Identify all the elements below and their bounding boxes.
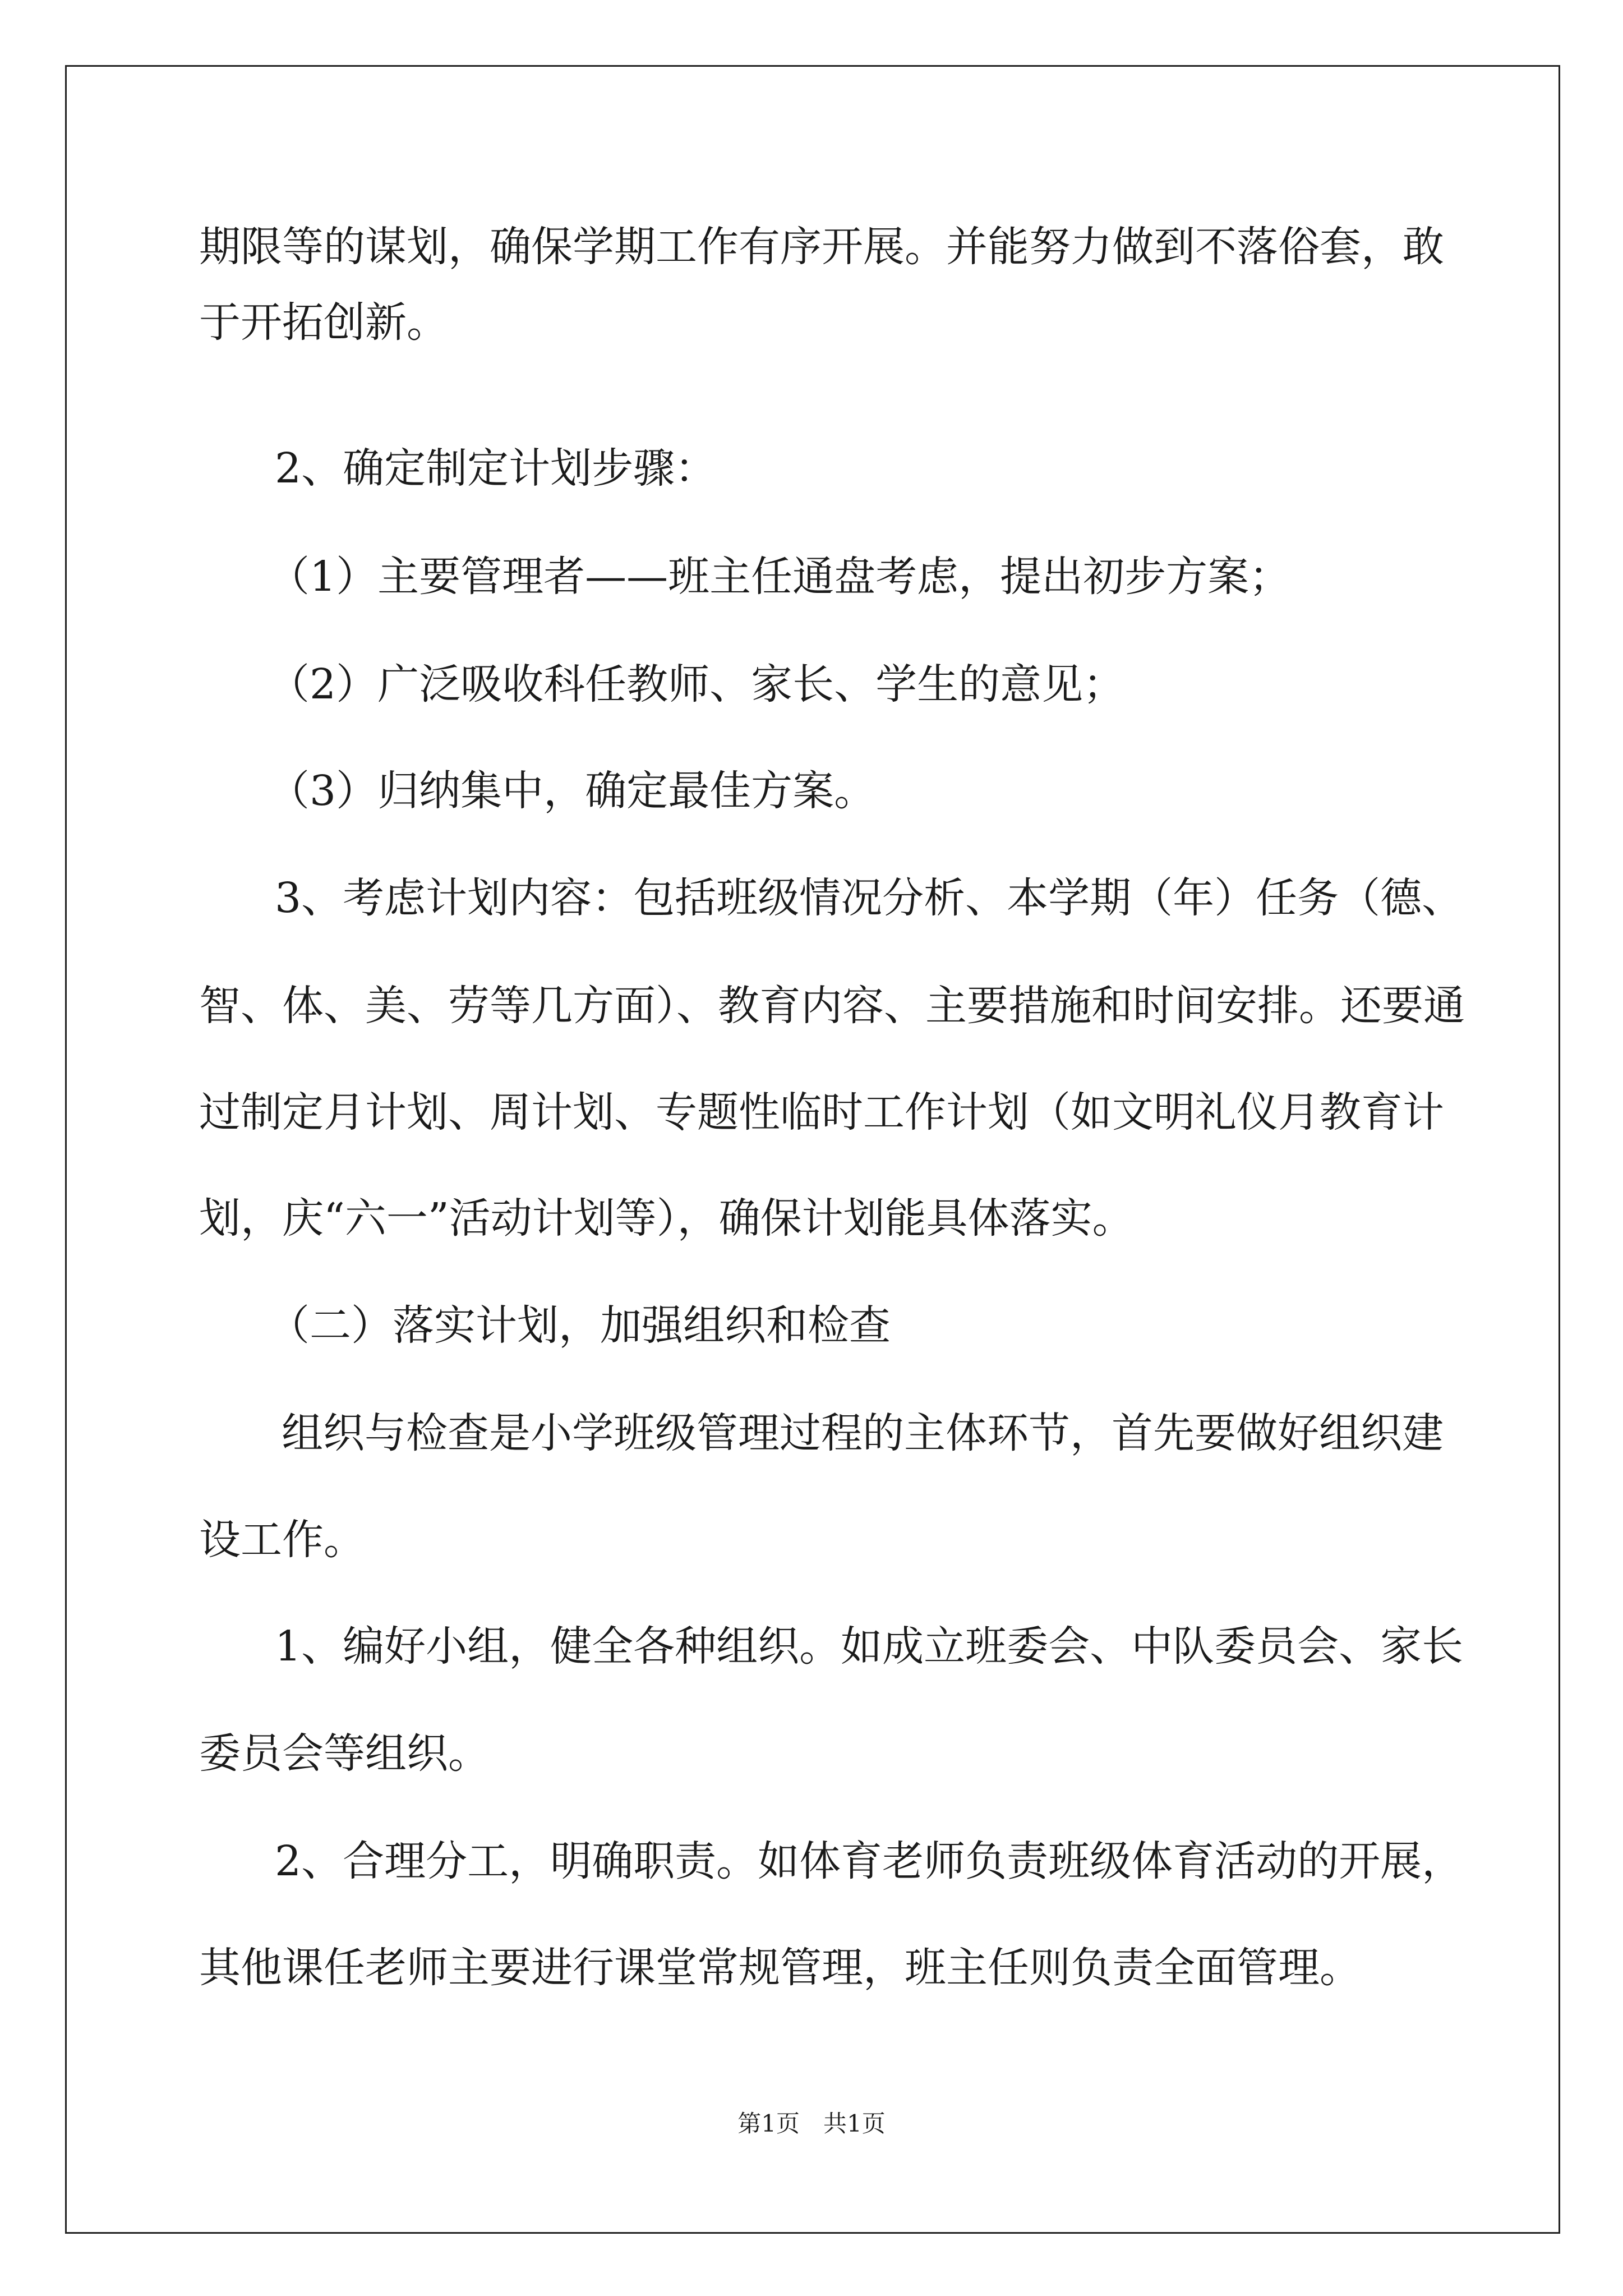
page-border [65,65,1560,2234]
text-line: 委员会等组织。 [199,1729,490,1778]
text-line: 组织与检查是小学班级管理过程的主体环节，首先要做好组织建 [282,1409,1444,1457]
text-line: （3）归纳集中，确定最佳方案。 [268,767,876,815]
text-line: 于开拓创新。 [199,298,448,347]
text-line: 2、确定制定计划步骤： [275,444,717,493]
text-line: 其他课任老师主要进行课堂常规管理，班主任则负责全面管理。 [199,1944,1361,1992]
text-line: 划，庆“六一”活动计划等），确保计划能具体落实。 [199,1194,1134,1243]
text-line: 3、考虑计划内容：包括班级情况分析、本学期（年）任务（德、 [275,874,1464,922]
text-line: 1、编好小组，健全各种组织。如成立班委会、中队委员会、家长 [275,1622,1464,1671]
text-line: （2）广泛吸收科任教师、家长、学生的意见； [268,660,1125,708]
text-line: 过制定月计划、周计划、专题性临时工作计划（如文明礼仪月教育计 [199,1088,1444,1137]
text-line: （1）主要管理者——班主任通盘考虑，提出初步方案； [268,553,1291,601]
text-line: 2、合理分工，明确职责。如体育老师负责班级体育活动的开展， [275,1837,1464,1885]
section-heading: （二）落实计划，加强组织和检查 [268,1301,891,1350]
text-line: 期限等的谋划，确保学期工作有序开展。并能努力做到不落俗套，敢 [199,223,1444,271]
page-footer: 第1页 共1页 [737,2110,886,2137]
text-line: 智、体、美、劳等几方面）、教育内容、主要措施和时间安排。还要通 [199,982,1465,1030]
text-line: 设工作。 [199,1516,365,1564]
